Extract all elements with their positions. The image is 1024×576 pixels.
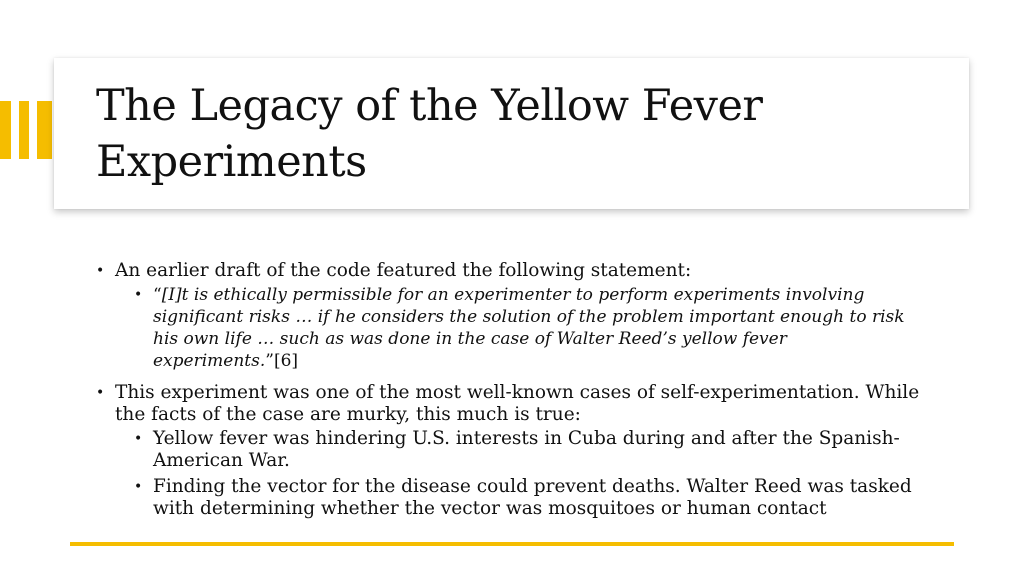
bullet-item [96, 382, 926, 520]
bullet-item [96, 260, 926, 372]
sub-bullet-text: Finding the vector for the disease could prevent deaths. Walter Reed was tasked with determining whether the vector was mosquitoes or human contact [153, 476, 912, 519]
slide-content [96, 260, 926, 530]
sub-bullet-list [115, 284, 926, 372]
bullet-text: This experiment was one of the most well-known cases of self-experimentation. While the facts of the case are murky, this much is true: [115, 382, 920, 425]
sub-bullet-list [115, 428, 926, 520]
slide-title: The Legacy of the Yellow Fever Experiments [96, 81, 763, 187]
bottom-rule [70, 542, 954, 546]
bullet-list [96, 260, 926, 520]
quote-item [134, 284, 926, 372]
sub-bullet-text: Yellow fever was hindering U.S. interests in Cuba during and after the Spanish-American War. [153, 428, 900, 471]
quote-text: [I]t is ethically permissible for an experimenter to perform experiments involving significant risks … if he considers the solution of the problem important enough to risk his own life … such as was done in the case of Walter Reed’s yellow fever experiments. [153, 285, 905, 371]
open-quote: “ [153, 285, 162, 305]
sub-bullet-item [134, 428, 926, 472]
bullet-text: An earlier draft of the code featured the following statement: [115, 260, 692, 281]
close-quote: ” [265, 351, 274, 371]
sub-bullet-item [134, 476, 926, 520]
accent-bar-3 [37, 101, 52, 159]
citation: [6] [273, 351, 299, 371]
accent-bar-2 [19, 101, 29, 159]
title-card [54, 58, 969, 209]
accent-bar-1 [0, 101, 11, 159]
